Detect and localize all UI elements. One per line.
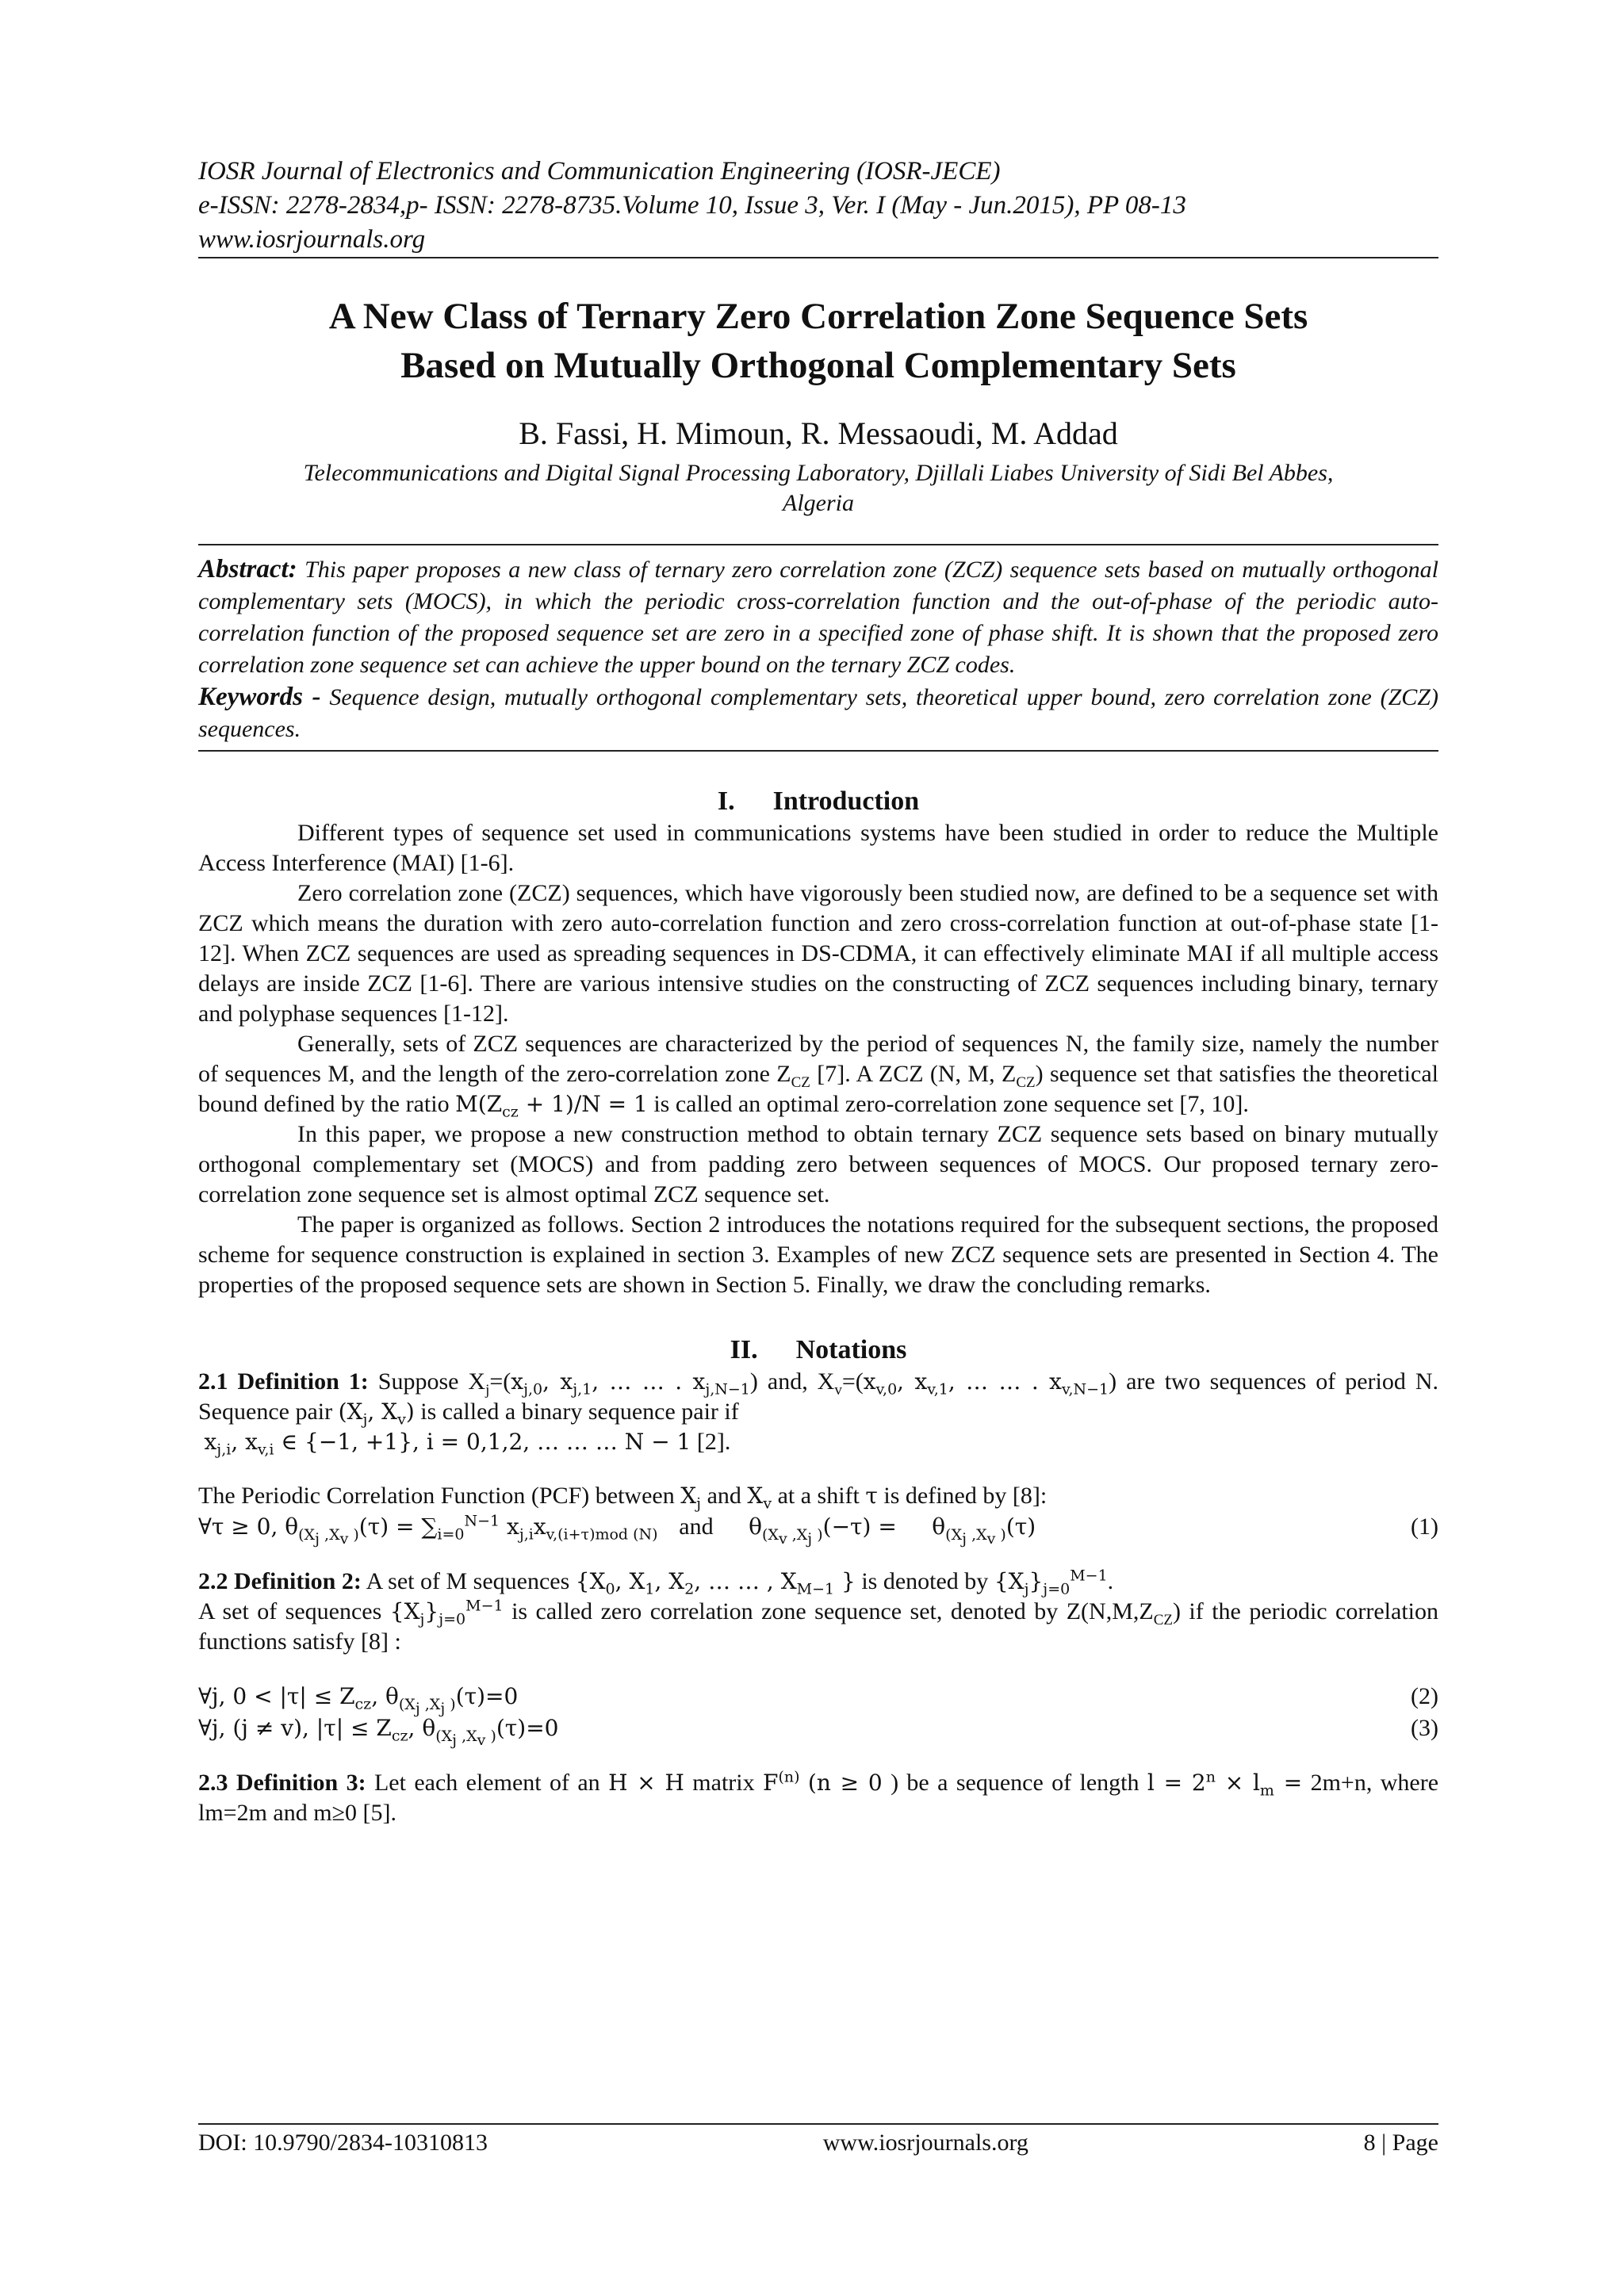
text-span: The Periodic Correlation Function (PCF) between xyxy=(198,1483,681,1509)
authors: B. Fassi, H. Mimoun, R. Messaoudi, M. Addad xyxy=(519,415,1118,451)
keywords-text: Sequence design, mutually orthogonal complementary sets, theoretical upper bound, zero correlation zone (ZCZ) sequences. xyxy=(198,684,1438,742)
text-span: is called an optimal zero-correlation zone sequence set [7, 10]. xyxy=(647,1091,1249,1117)
definition-2: 2.2 Definition 2: A set of M sequences {$X_0$, $X_1$, $X_2$, … … , $X_{M-1}$ } is denoted by $\{X_j\}_{j=0}^{M-1}$. A set of sequences $\{X_j\}_{j=0}^{M-1}$ is called zero correlation zone sequence set, denoted by $Z(N,M,Z_{CZ})$ if the periodic correlation functions satisfy [8] : xyxy=(198,1567,1438,1655)
page xyxy=(198,155,1438,1828)
paragraph: The paper is organized as follows. Section 2 introduces the notations required for the subsequent sections, the proposed scheme for sequence construction is explained in section 3. Examples of new ZCZ sequence sets are presented in Section 4. The properties of the proposed sequence sets are shown in Section 5. Finally, we draw the concluding remarks. xyxy=(198,1211,1438,1298)
section-title: Introduction xyxy=(772,786,920,816)
footer xyxy=(198,2130,1438,2156)
pcf-definition: The Periodic Correlation Function (PCF) between $X_j$ and $X_v$ at a shift τ is defined by [8]: xyxy=(198,1483,1048,1513)
equation-1: ∀τ ≥ 0, $\theta_{(X_j ,X_v )}(\tau) = \sum_{i=0}^{N-1}$ $x_{j,i}x_{v,(i+\tau)mod (N)}$ and $\theta_{(X_v ,X_j )}(-\tau)$ = $\theta_{(X_j ,X_v )}(\tau)$ (1) xyxy=(198,1512,1438,1548)
section-number: I. xyxy=(717,786,735,816)
definition-3: 2.3 Definition 3: Let each element of an H × H matrix $F^{(n)}$ (n ≥ 0 ) be a sequence of length $l = 2^n \times l_m = 2m+n$, where lm=2m and m≥0 [5]. xyxy=(198,1768,1439,1826)
journal-header xyxy=(198,155,1438,257)
abstract-label: Abstract: xyxy=(198,555,297,584)
abstract-box xyxy=(198,544,1438,752)
journal-name: IOSR Journal of Electronics and Communication Engineering (IOSR-JECE) xyxy=(198,157,1001,186)
math-span: + 1)/N = 1 xyxy=(518,1091,648,1117)
affiliation xyxy=(198,458,1438,519)
footer-page: 8 | Page xyxy=(1363,2130,1438,2156)
paragraph: Zero correlation zone (ZCZ) sequences, which have vigorously been studied now, are defined to be a sequence set with ZCZ which means the duration with zero auto-correlation function and zero cross-correlation function at out-of-phase state [1-12]. When ZCZ sequences are used as spreading sequences in DS-CDMA, it can effectively eliminate MAI if all multiple access delays are inside ZCZ [1-6]. There are various intensive studies on the constructing of ZCZ sequences including binary, ternary and polyphase sequences [1-12]. xyxy=(198,880,1438,1027)
section-heading-introduction xyxy=(198,785,1438,818)
journal-site: www.iosrjournals.org xyxy=(198,225,426,254)
text-span: [7]. A ZCZ (N, M, Z xyxy=(810,1061,1017,1087)
definition-label: 2.1 Definition 1: xyxy=(198,1368,369,1395)
affiliation-line-2: Algeria xyxy=(783,490,854,516)
paragraph: Different types of sequence set used in communications systems have been studied in order to reduce the Multiple Access Interference (MAI) [1-6]. xyxy=(198,820,1438,876)
equation-number: (2) xyxy=(1411,1683,1438,1709)
abstract xyxy=(198,553,1438,681)
paper-title xyxy=(198,292,1438,390)
math-span: M(Z xyxy=(455,1091,503,1117)
abstract-text: This paper proposes a new class of ternary zero correlation zone (ZCZ) sequence sets based on mutually orthogonal complementary sets (MOCS), in which the periodic cross-correlation function and the out-of-phase of the periodic auto-correlation function of the proposed sequence set are zero in a specified zone of phase shift. It is shown that the proposed zero correlation zone sequence set can achieve the upper bound on the ternary ZCZ codes. xyxy=(198,557,1438,678)
footer-doi: DOI: 10.9790/2834-10310813 xyxy=(198,2130,488,2156)
footer-site: www.iosrjournals.org xyxy=(822,2130,1028,2156)
title-line-2: Based on Mutually Orthogonal Complementary Sets xyxy=(400,345,1236,386)
text-span: Generally, sets of ZCZ sequences are characterized by the period of sequences N, the family size, namely the number of sequences M, and the length of the zero-correlation zone Z xyxy=(198,1031,1438,1087)
section-number: II. xyxy=(730,1335,758,1364)
equation-number: (1) xyxy=(1411,1513,1438,1540)
journal-issn: e-ISSN: 2278-2834,p- ISSN: 2278-8735.Volume 10, Issue 3, Ver. I (May - Jun.2015), PP 08-13 xyxy=(198,191,1186,220)
text-span: Suppose X xyxy=(368,1368,486,1395)
section-heading-notations xyxy=(198,1334,1438,1367)
keywords-label: Keywords - xyxy=(198,683,321,711)
title-line-1: A New Class of Ternary Zero Correlation Zone Sequence Sets xyxy=(328,296,1308,337)
definition-label: 2.2 Definition 2: xyxy=(198,1568,362,1594)
paragraph: In this paper, we propose a new construction method to obtain ternary ZCZ sequence sets based on binary mutually orthogonal complementary set (MOCS) and from padding zero between sequences of MOCS. Our proposed ternary zero-correlation zone sequence set is almost optimal ZCZ sequence set. xyxy=(198,1121,1438,1207)
affiliation-line-1: Telecommunications and Digital Signal Processing Laboratory, Djillali Liabes University of Sidi Bel Abbes, xyxy=(303,460,1334,486)
definition-label: 2.3 Definition 3: xyxy=(198,1770,366,1796)
equation-2: ∀j, $0 < |\tau| \le Z_{cz}$, $\theta_{(X_j ,X_j )}(\tau)=0$ (2) xyxy=(198,1681,1438,1712)
section-title: Notations xyxy=(795,1335,907,1364)
equation-number: (3) xyxy=(1411,1715,1438,1741)
text-span: ) sequence set that satisfies the theoretical bound defined by the ratio xyxy=(198,1061,1438,1117)
definition-1: 2.1 Definition 1: Suppose $X_j=(x_{j,0}$, $x_{j,1}$, … … . $x_{j,N-1}$) and, $X_v=(x_{v,0}$, $x_{v,1}$, … … . $x_{v,N-1}$) are two sequences of period N. Sequence pair ($X_j$, $X_v$) is called a binary sequence pair if $x_{j,i}$, $x_{v,i}$ ∈ {−1, +1}, i = 0,1,2, … … … N − 1 [2]. xyxy=(198,1368,1439,1459)
paragraph: Generally, sets of ZCZ sequences are characterized by the period of sequences N, the family size, namely the number of sequences M, and the length of the zero-correlation zone $Z_{CZ}$ [7]. A ZCZ (N, M, $Z_{CZ}$) sequence set that satisfies the theoretical bound defined by the ratio $M(Z_{cz} + 1)/N = 1$ is called an optimal zero-correlation zone sequence set [7, 10]. xyxy=(198,1031,1438,1121)
keywords xyxy=(198,681,1438,745)
header-rule xyxy=(198,257,1438,258)
equation-3: ∀j, (j ≠ v), $|\tau| \le Z_{cz}$, $\theta_{(X_j ,X_v )}(\tau)=0$ (3) xyxy=(198,1712,1438,1744)
footer-rule xyxy=(198,2123,1438,2125)
